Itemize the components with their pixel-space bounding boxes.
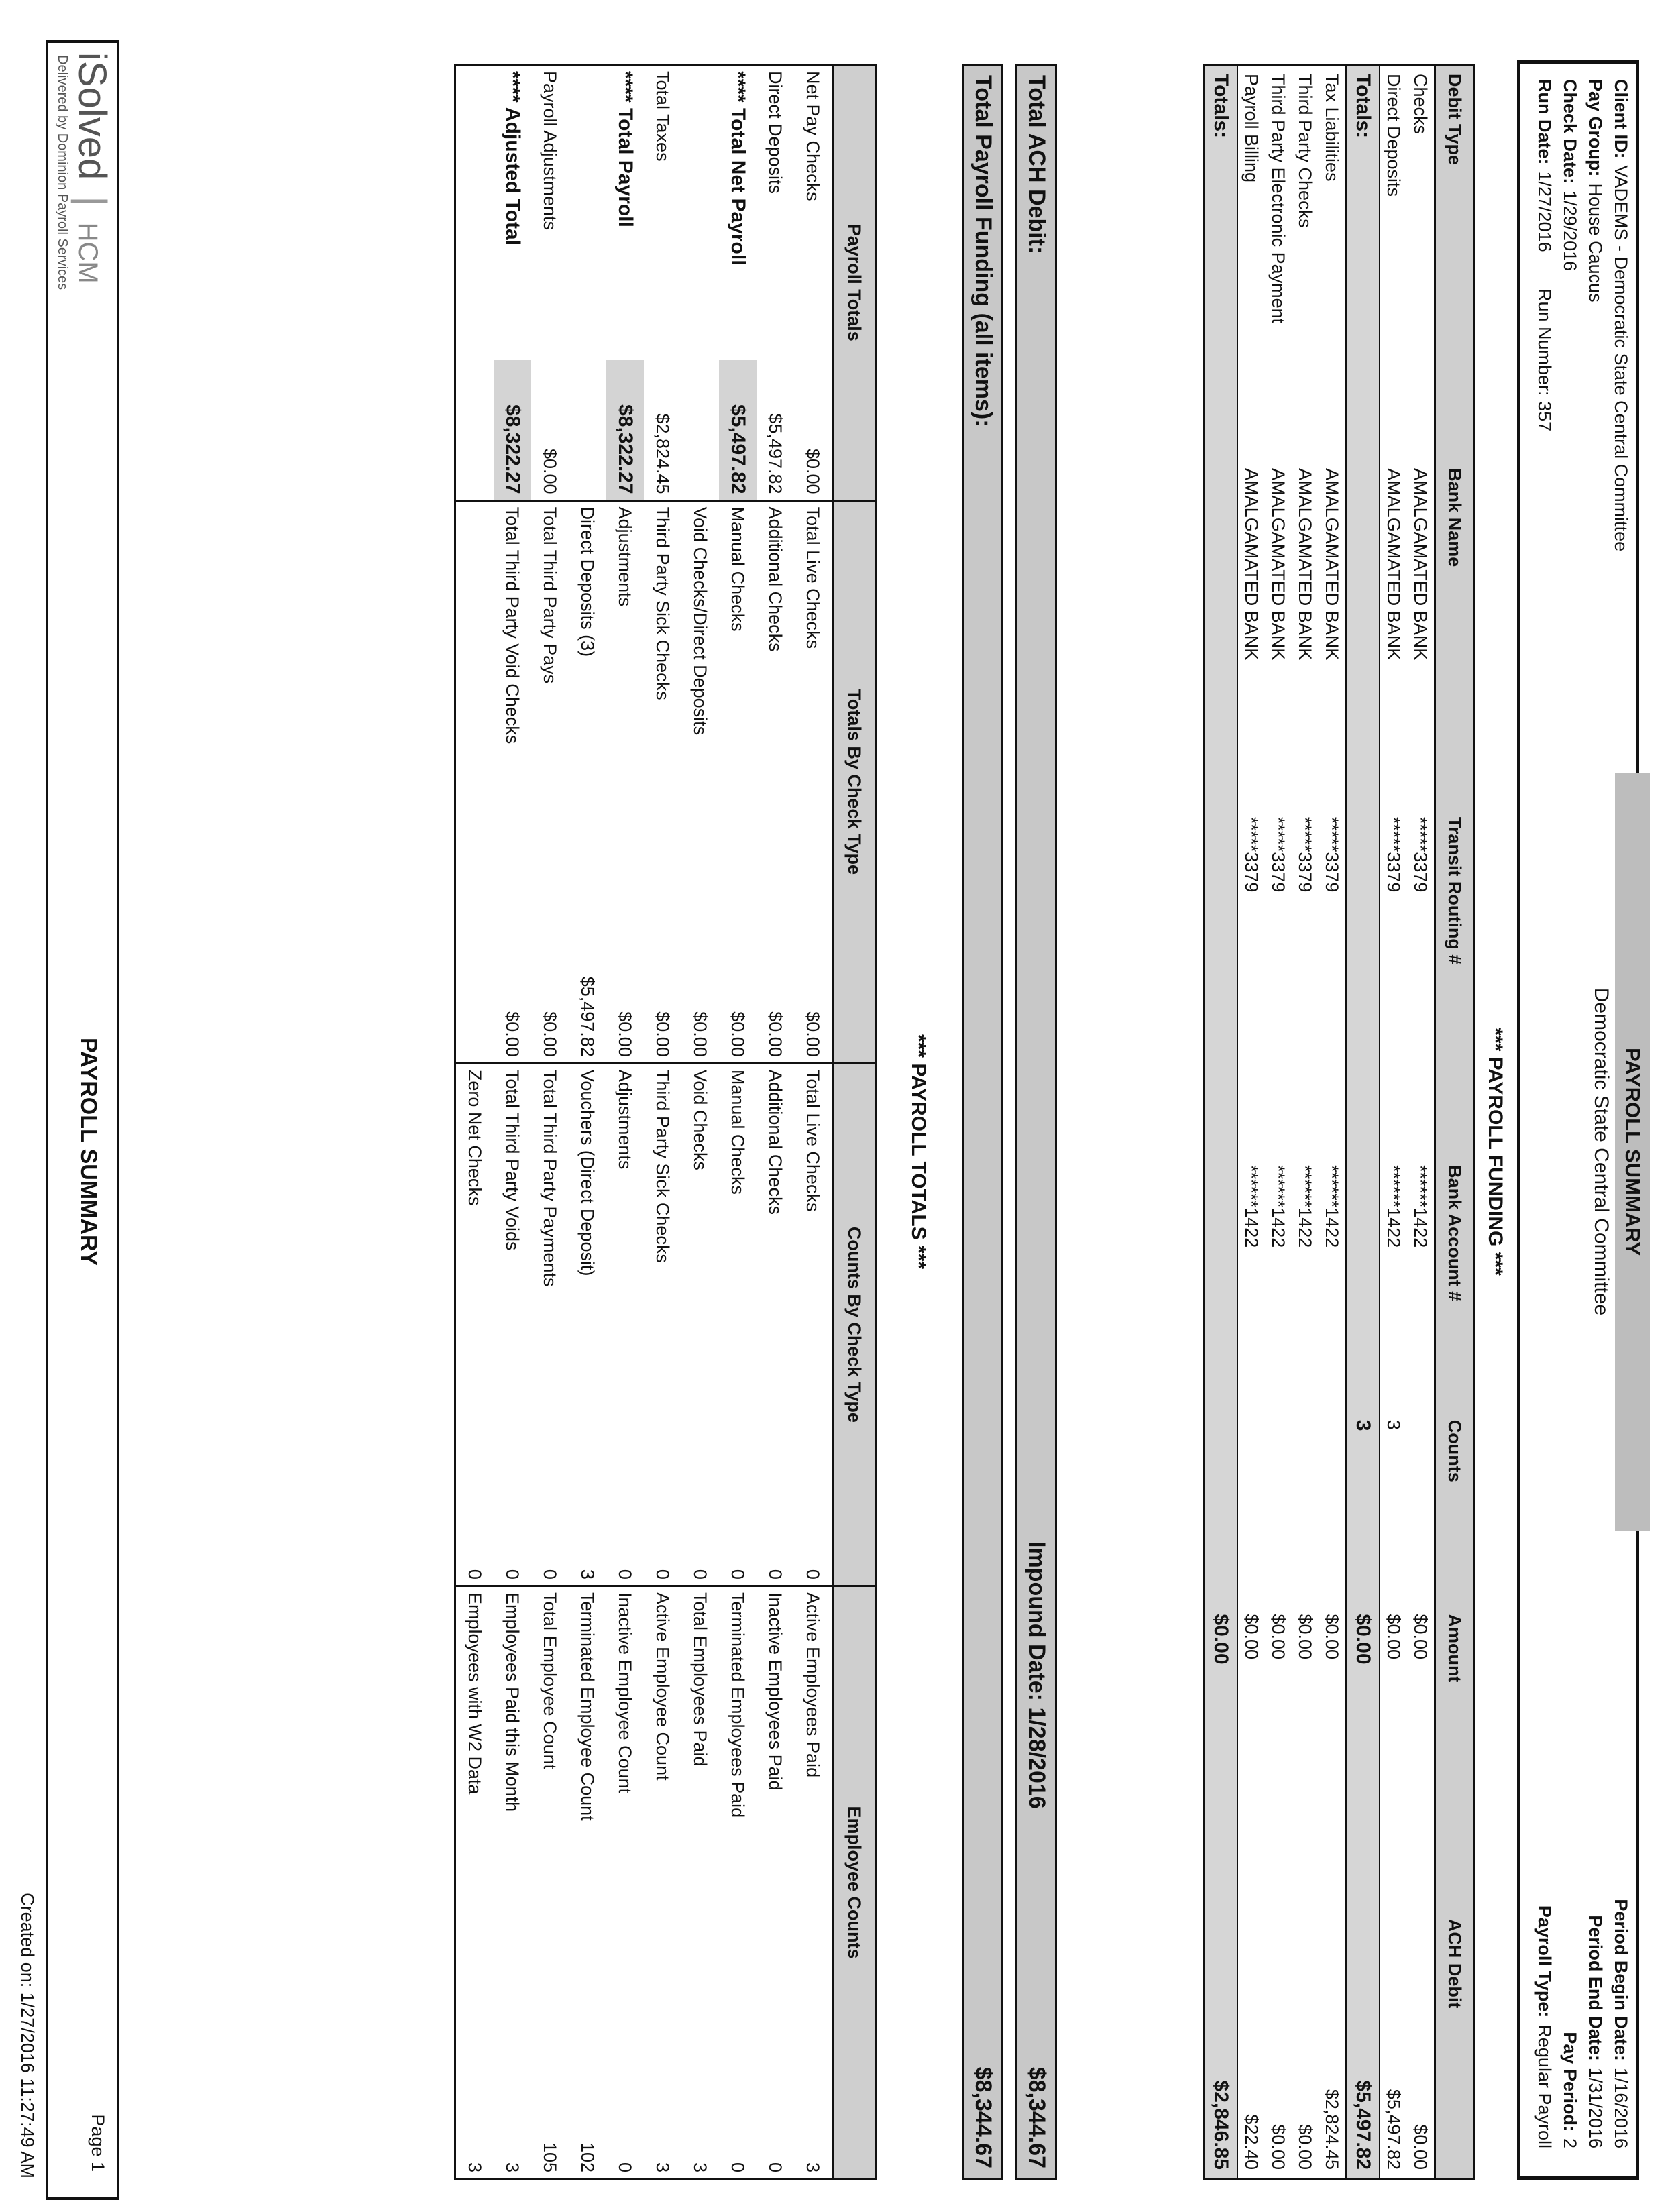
check-date: Check Date:1/29/2016 [1560,79,1580,272]
cell: Zero Net Checks [455,1063,494,1539]
cell: Total Third Party Void Checks [494,500,531,909]
table-row [681,65,719,2179]
footer-title: PAYROLL SUMMARY [76,1037,101,1266]
funding-section-title: *** PAYROLL FUNDING *** [1484,1028,1506,1276]
cell: 0 [615,2162,636,2172]
cell: 0 [465,1569,486,1580]
period-end: Period End Date:1/31/2016 [1585,1915,1606,2148]
cell: Total Live Checks [794,1063,833,1539]
payroll-type: Payroll Type:Regular Payroll [1534,1905,1555,2148]
cell: AMALGAMATED BANK [1410,468,1431,661]
col-totals-by-check-type: Totals By Check Type [833,500,877,1063]
cell: $0.00 [690,1011,711,1057]
cell: *****3379 [1295,816,1316,893]
cell: *****3379 [1268,816,1289,893]
cell: Total Third Party Payments [531,1063,569,1539]
period-begin: Period Begin Date:1/16/2016 [1611,1899,1631,2148]
cell: $2,824.45 [653,413,673,494]
cell: 3 [577,1569,598,1580]
cell: $0.00 [502,1011,523,1057]
logo-main: iSolved [70,52,114,180]
cell: AMALGAMATED BANK [1241,468,1262,661]
cell: *****3379 [1322,816,1343,893]
cell [455,65,494,360]
cell: $0.00 [615,1011,636,1057]
cell [455,909,494,1064]
cell: $2,824.45 [1322,2089,1343,2170]
cell: $0.00 [1410,1614,1431,1660]
cell: $5,497.82 [577,976,598,1057]
run-date: Run Date:1/27/2016 [1534,79,1555,252]
table-row [644,65,681,2179]
cell [569,360,606,500]
cell: $0.00 [1384,1614,1404,1660]
total-funding-value: $8,344.67 [970,2066,996,2168]
cell: Total Taxes [653,71,673,162]
cell: $0.00 [540,448,561,494]
totals-amount: $0.00 [1204,1606,1238,1910]
logo-subtitle: Delivered by Dominion Payroll Services [55,55,70,290]
cell: **** Adjusted Total [502,71,524,246]
table-row [794,65,833,2179]
cell: $0.00 [803,448,824,494]
col-bank-name: Bank Name [1435,460,1475,809]
cell: Vouchers (Direct Deposit) [569,1063,606,1539]
cell [1292,1412,1319,1606]
funding-table [1203,64,1475,2180]
cell: Third Party Sick Checks [644,500,681,909]
cell: $0.00 [1322,1614,1343,1660]
cell: Checks [1410,74,1431,135]
cell: 3 [1384,1419,1404,1430]
cell: 3 [653,2162,673,2172]
table-row [455,65,494,2179]
cell: 3 [690,2162,711,2172]
table-row [757,65,794,2179]
totals-row [1204,65,1238,2179]
table-row [606,65,644,2179]
cell: Net Pay Checks [803,71,824,201]
totals-count [1204,1412,1238,1606]
funding-header-row [1435,65,1475,2179]
col-employee-counts: Employee Counts [833,1586,877,2178]
cell: $5,497.82 [765,413,786,494]
cell: Direct Deposits [1384,74,1404,197]
table-row [494,65,531,2179]
pay-group: Pay Group:House Caucus [1585,79,1606,302]
cell: $0.00 [1295,1614,1316,1660]
page-title: PAYROLL SUMMARY [1615,773,1650,1531]
cell: 0 [615,1569,636,1580]
table-row [531,65,569,2179]
cell: $0.00 [1268,2124,1289,2170]
table-row [1292,65,1319,2179]
cell: Third Party Checks [1295,74,1316,228]
cell: 102 [577,2142,598,2172]
logo-divider: | [70,196,114,207]
cell: Additional Checks [757,1063,794,1539]
cell: $5,497.82 [719,360,757,500]
cell: Total Live Checks [794,500,833,909]
cell: 0 [728,2162,748,2172]
cell: ******1422 [1295,1165,1316,1248]
cell: AMALGAMATED BANK [1268,468,1289,661]
cell: $22.40 [1241,2114,1262,2170]
cell: 0 [690,1569,711,1580]
totals-section-title: *** PAYROLL TOTALS *** [907,1034,930,1270]
cell [1204,1157,1238,1412]
cell: Employees Paid this Month [494,1586,531,2095]
cell: ******1422 [1384,1165,1404,1248]
cell: *****3379 [1410,816,1431,893]
logo-hcm: HCM [73,222,103,284]
col-amount: Amount [1435,1606,1475,1910]
totals-header-row [833,65,877,2179]
cell: Direct Deposits (3) [569,500,606,909]
cell: 0 [728,1569,748,1580]
cell: Direct Deposits [765,71,786,195]
cell: $0.00 [1241,1614,1262,1660]
totals-amount: $0.00 [1346,1606,1380,1910]
cell: 3 [502,2162,523,2172]
cell: Void Checks [681,1063,719,1539]
cell: $0.00 [803,1011,824,1057]
cell: ******1422 [1241,1165,1262,1248]
totals-count: 3 [1346,1412,1380,1606]
cell [569,65,606,360]
cell: $0.00 [1295,2124,1316,2170]
cell: Payroll Adjustments [540,71,561,231]
client-id: Client ID:VADEMS - Democratic State Central Committee [1611,79,1631,552]
cell: $0.00 [653,1011,673,1057]
totals-ach: $2,846.85 [1204,1911,1238,2179]
cell [681,65,719,360]
cell [1346,1157,1380,1412]
cell: Total Employee Count [531,1586,569,2095]
cell: 3 [465,2162,486,2172]
cell: 0 [653,1569,673,1580]
total-funding-bar [962,64,1003,2180]
total-ach-label: Total ACH Debit: [1024,75,1050,254]
cell: Manual Checks [719,1063,757,1539]
cell: $8,322.27 [606,360,644,500]
col-counts: Counts [1435,1412,1475,1606]
cell [1346,460,1380,809]
table-row [569,65,606,2179]
total-ach-value: $8,344.67 [1024,2066,1050,2168]
cell: AMALGAMATED BANK [1322,468,1343,661]
cell: Adjustments [606,1063,644,1539]
totals-ach: $5,497.82 [1346,1911,1380,2179]
cell: 0 [765,2162,786,2172]
cell [1407,1412,1435,1606]
cell: 0 [540,1569,561,1580]
cell [455,500,494,909]
cell [1204,809,1238,1157]
totals-label: Totals: [1204,65,1238,461]
cell: 0 [765,1569,786,1580]
cell: ******1422 [1322,1165,1343,1248]
col-debit-type: Debit Type [1435,65,1475,461]
cell [1204,460,1238,809]
cell: 3 [803,2162,824,2172]
isolved-logo [70,52,115,284]
cell [1237,1412,1265,1606]
cell [1346,809,1380,1157]
cell: $0.00 [1410,2124,1431,2170]
cell: Adjustments [606,500,644,909]
table-row [1380,65,1407,2179]
cell: Active Employees Paid [794,1586,833,2095]
cell: Additional Checks [757,500,794,909]
totals-row [1346,65,1380,2179]
cell: AMALGAMATED BANK [1384,468,1404,661]
cell: Terminated Employees Paid [719,1586,757,2095]
cell: $8,322.27 [494,360,531,500]
cell: Total Third Party Voids [494,1063,531,1539]
table-row [1319,65,1346,2179]
cell: Total Third Party Pays [531,500,569,909]
cell: $0.00 [540,1011,561,1057]
col-transit-routing: Transit Routing # [1435,809,1475,1157]
cell: **** Total Payroll [614,71,636,227]
table-row [1265,65,1292,2179]
cell: Manual Checks [719,500,757,909]
cell: $0.00 [1268,1614,1289,1660]
pay-period: Pay Period:2 [1560,2032,1580,2148]
cell: Employees with W2 Data [455,1586,494,2095]
total-funding-label: Total Payroll Funding (all items): [970,75,996,427]
cell: AMALGAMATED BANK [1295,468,1316,661]
page-number: Page 1 [88,2114,108,2172]
cell: Active Employee Count [644,1586,681,2095]
cell: 105 [540,2142,561,2172]
cell [1265,1412,1292,1606]
cell: Third Party Sick Checks [644,1063,681,1539]
table-row [1407,65,1435,2179]
cell: Payroll Billing [1241,74,1262,183]
total-ach-debit-bar [1015,64,1057,2180]
totals-label: Totals: [1346,65,1380,461]
cell [681,360,719,500]
cell [455,360,494,500]
cell: 0 [502,1569,523,1580]
col-ach-debit: ACH Debit [1435,1911,1475,2179]
payroll-totals-table [454,64,877,2180]
cell: ******1422 [1410,1165,1431,1248]
col-counts-by-check-type: Counts By Check Type [833,1063,877,1586]
cell: Terminated Employee Count [569,1586,606,2095]
cell: ******1422 [1268,1165,1289,1248]
cell: Inactive Employee Count [606,1586,644,2095]
page-subtitle: Democratic State Central Committee [1590,987,1612,1316]
cell: Inactive Employees Paid [757,1586,794,2095]
cell: Void Checks/Direct Deposits [681,500,719,909]
created-on: Created on: 1/27/2016 11:27:49 AM [17,1893,38,2178]
cell: *****3379 [1241,816,1262,893]
cell: **** Total Net Payroll [727,71,749,266]
cell: Third Party Electronic Payment [1268,74,1289,324]
cell: $0.00 [728,1011,748,1057]
col-payroll-totals: Payroll Totals [833,65,877,501]
cell: $0.00 [765,1011,786,1057]
cell: 0 [803,1569,824,1580]
col-bank-account: Bank Account # [1435,1157,1475,1412]
table-row [1237,65,1265,2179]
table-row [719,65,757,2179]
impound-date: Impound Date: 1/28/2016 [1024,1541,1050,1809]
cell [1319,1412,1346,1606]
cell: Total Employees Paid [681,1586,719,2095]
cell: *****3379 [1384,816,1404,893]
cell: $5,497.82 [1384,2089,1404,2170]
cell: Tax Liabilities [1322,74,1343,182]
run-number: Run Number: 357 [1534,288,1555,432]
